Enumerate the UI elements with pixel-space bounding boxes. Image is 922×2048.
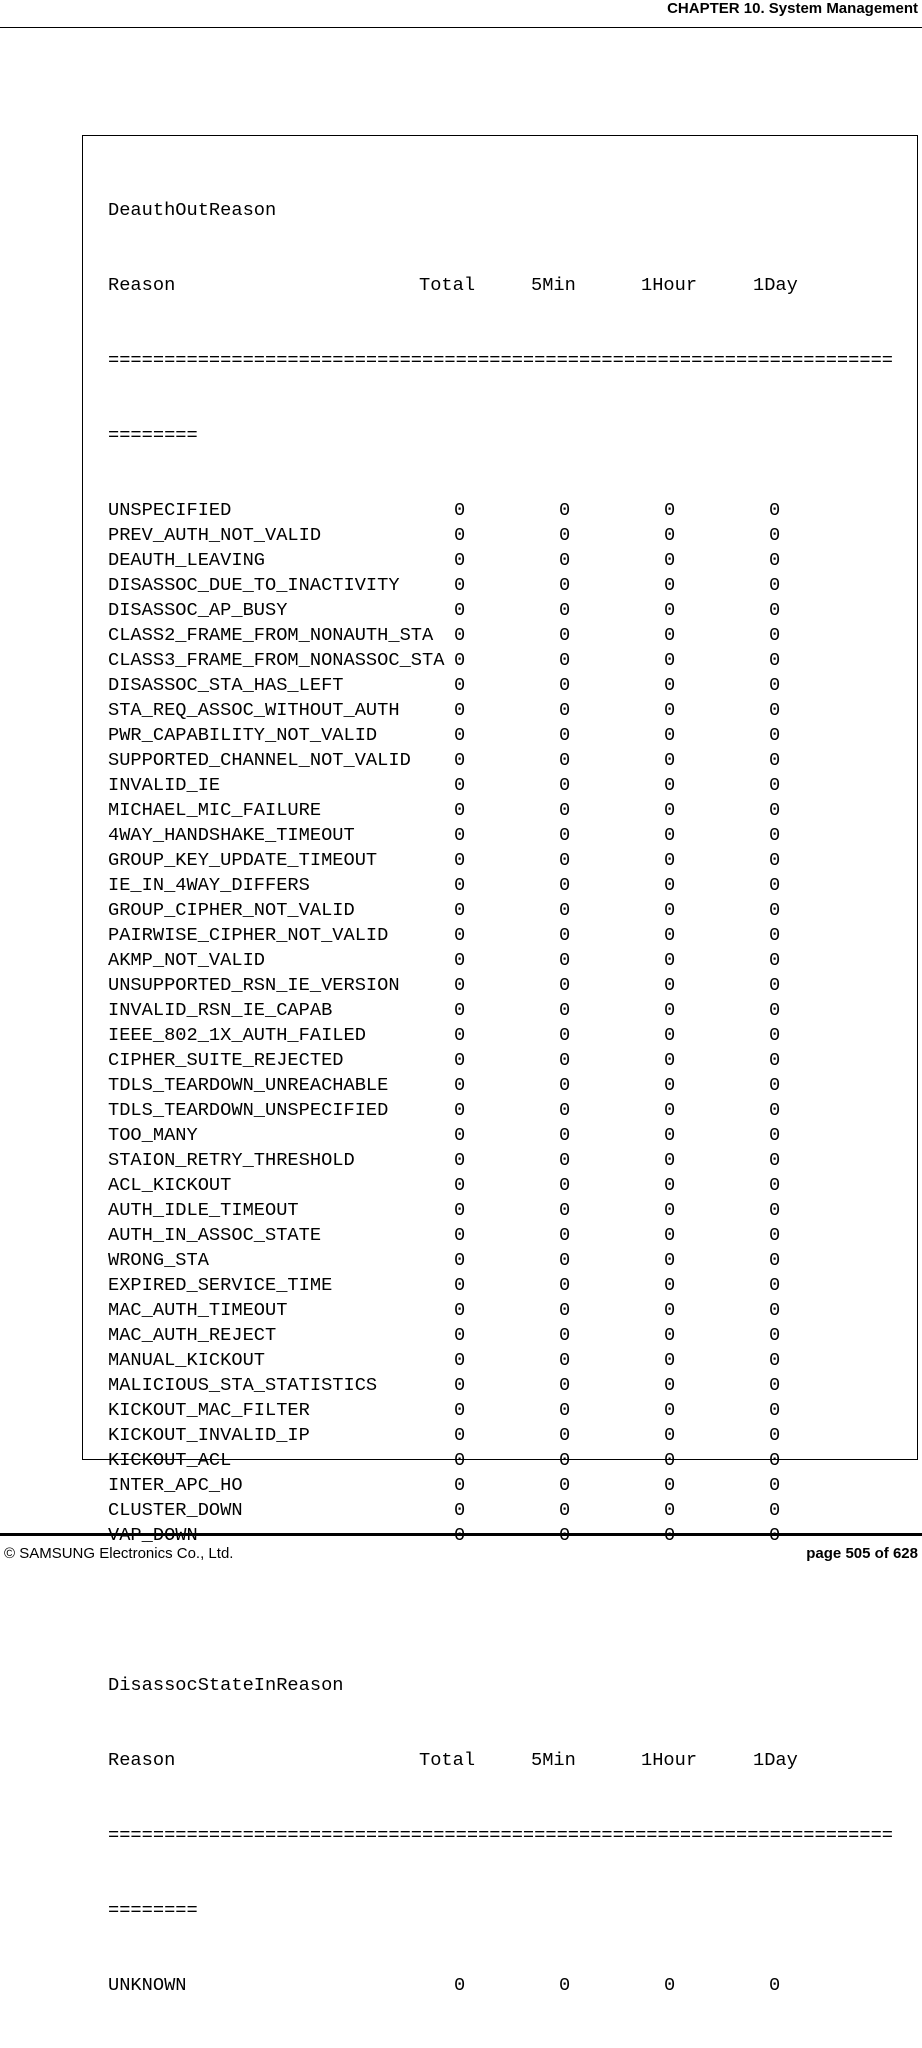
count-cell: 0 [454, 849, 466, 871]
count-cell: 0 [454, 1324, 466, 1346]
count-cell: 0 [664, 1049, 676, 1071]
count-cell: 0 [664, 1299, 676, 1321]
count-cell: 0 [664, 1074, 676, 1096]
table-row [108, 973, 781, 998]
count-cell: 0 [769, 574, 781, 596]
table-row [108, 848, 781, 873]
column-header-row [108, 1748, 798, 1773]
count-cell: 0 [769, 1224, 781, 1246]
page-number: page 505 of 628 [806, 1545, 918, 1562]
count-cell: 0 [559, 974, 571, 996]
table-row [108, 998, 781, 1023]
count-cell: 0 [454, 999, 466, 1021]
count-cell: 0 [769, 1374, 781, 1396]
count-cell: 0 [454, 1174, 466, 1196]
count-cell: 0 [454, 1249, 466, 1271]
count-cell: 0 [559, 999, 571, 1021]
deauth-rows [108, 498, 781, 1548]
reason-cell: KICKOUT_ACL [108, 1449, 232, 1471]
separator-line: ======== [108, 1899, 198, 1921]
table-row [108, 498, 781, 523]
count-cell: 0 [454, 899, 466, 921]
count-cell: 0 [454, 1199, 466, 1221]
count-cell: 0 [769, 824, 781, 846]
count-cell: 0 [559, 1274, 571, 1296]
count-cell: 0 [559, 1099, 571, 1121]
count-cell: 0 [769, 624, 781, 646]
column-header: 5Min [531, 1749, 576, 1771]
count-cell: 0 [769, 724, 781, 746]
count-cell: 0 [454, 724, 466, 746]
count-cell: 0 [769, 1149, 781, 1171]
count-cell: 0 [454, 1124, 466, 1146]
count-cell: 0 [769, 599, 781, 621]
count-cell: 0 [664, 974, 676, 996]
count-cell: 0 [664, 1199, 676, 1221]
count-cell: 0 [769, 799, 781, 821]
page-footer [0, 1533, 922, 1568]
count-cell: 0 [559, 749, 571, 771]
count-cell: 0 [454, 1399, 466, 1421]
count-cell: 0 [454, 1224, 466, 1246]
table-row [108, 698, 781, 723]
count-cell: 0 [769, 549, 781, 571]
count-cell: 0 [769, 1474, 781, 1496]
reason-cell: GROUP_CIPHER_NOT_VALID [108, 899, 355, 921]
table-row [108, 1298, 781, 1323]
count-cell: 0 [559, 1324, 571, 1346]
table-row [108, 748, 781, 773]
count-cell: 0 [769, 1349, 781, 1371]
count-cell: 0 [559, 1199, 571, 1221]
count-cell: 0 [454, 1074, 466, 1096]
reason-cell: ACL_KICKOUT [108, 1174, 232, 1196]
count-cell: 0 [559, 1424, 571, 1446]
count-cell: 0 [559, 1224, 571, 1246]
count-cell: 0 [454, 1424, 466, 1446]
count-cell: 0 [769, 1974, 781, 1996]
table-row [108, 1323, 781, 1348]
count-cell: 0 [769, 1274, 781, 1296]
table-row [108, 1273, 781, 1298]
count-cell: 0 [769, 1024, 781, 1046]
count-cell: 0 [769, 1174, 781, 1196]
reason-cell: TOO_MANY [108, 1124, 198, 1146]
count-cell: 0 [559, 1074, 571, 1096]
count-cell: 0 [559, 824, 571, 846]
count-cell: 0 [559, 1374, 571, 1396]
table-row [108, 648, 781, 673]
column-header: Total [419, 274, 476, 296]
count-cell: 0 [454, 499, 466, 521]
reason-cell: MAC_AUTH_REJECT [108, 1324, 277, 1346]
count-cell: 0 [664, 749, 676, 771]
table-row [108, 1423, 781, 1448]
reason-cell: WRONG_STA [108, 1249, 209, 1271]
count-cell: 0 [664, 1449, 676, 1471]
count-cell: 0 [664, 574, 676, 596]
count-cell: 0 [559, 724, 571, 746]
reason-cell: AUTH_IN_ASSOC_STATE [108, 1224, 322, 1246]
count-cell: 0 [769, 899, 781, 921]
count-cell: 0 [769, 924, 781, 946]
reason-cell: TDLS_TEARDOWN_UNREACHABLE [108, 1074, 389, 1096]
separator-line: ====================================================================== [108, 1824, 894, 1846]
section-title: DeauthOutReason [108, 199, 277, 221]
count-cell: 0 [454, 749, 466, 771]
count-cell: 0 [769, 1199, 781, 1221]
count-cell: 0 [559, 699, 571, 721]
reason-cell: AKMP_NOT_VALID [108, 949, 266, 971]
column-header: 1Day [753, 1749, 798, 1771]
reason-cell: MICHAEL_MIC_FAILURE [108, 799, 322, 821]
count-cell: 0 [769, 1424, 781, 1446]
count-cell: 0 [664, 1349, 676, 1371]
count-cell: 0 [454, 774, 466, 796]
table-row [108, 523, 781, 548]
count-cell: 0 [664, 824, 676, 846]
count-cell: 0 [454, 1524, 466, 1546]
table-row [108, 1348, 781, 1373]
count-cell: 0 [769, 1124, 781, 1146]
table-row [108, 1073, 781, 1098]
count-cell: 0 [769, 1324, 781, 1346]
count-cell: 0 [769, 1449, 781, 1471]
reason-cell: AUTH_IDLE_TIMEOUT [108, 1199, 299, 1221]
table-row [108, 673, 781, 698]
column-header: Reason [108, 1749, 176, 1771]
copyright: © SAMSUNG Electronics Co., Ltd. [4, 1545, 234, 1562]
column-header: 5Min [531, 274, 576, 296]
count-cell: 0 [454, 599, 466, 621]
count-cell: 0 [769, 1049, 781, 1071]
page-header [0, 0, 922, 28]
count-cell: 0 [454, 574, 466, 596]
count-cell: 0 [559, 924, 571, 946]
count-cell: 0 [664, 674, 676, 696]
table-row [108, 798, 781, 823]
count-cell: 0 [559, 649, 571, 671]
count-cell: 0 [664, 1474, 676, 1496]
table-row [108, 823, 781, 848]
count-cell: 0 [769, 999, 781, 1021]
column-header: Total [419, 1749, 476, 1771]
table-row [108, 923, 781, 948]
column-header: Reason [108, 274, 176, 296]
count-cell: 0 [454, 1474, 466, 1496]
count-cell: 0 [559, 1524, 571, 1546]
count-cell: 0 [769, 499, 781, 521]
reason-cell: 4WAY_HANDSHAKE_TIMEOUT [108, 824, 355, 846]
count-cell: 0 [454, 649, 466, 671]
table-row [108, 1198, 781, 1223]
table-row [108, 598, 781, 623]
count-cell: 0 [559, 899, 571, 921]
section-title: DisassocStateInReason [108, 1674, 344, 1696]
count-cell: 0 [769, 649, 781, 671]
count-cell: 0 [664, 724, 676, 746]
reason-cell: GROUP_KEY_UPDATE_TIMEOUT [108, 849, 378, 871]
count-cell: 0 [559, 1124, 571, 1146]
count-cell: 0 [454, 874, 466, 896]
count-cell: 0 [454, 799, 466, 821]
count-cell: 0 [454, 1024, 466, 1046]
count-cell: 0 [559, 774, 571, 796]
count-cell: 0 [559, 1024, 571, 1046]
count-cell: 0 [559, 1299, 571, 1321]
count-cell: 0 [454, 1449, 466, 1471]
count-cell: 0 [664, 599, 676, 621]
column-header: 1Hour [641, 1749, 698, 1771]
table-row [108, 573, 781, 598]
count-cell: 0 [454, 974, 466, 996]
count-cell: 0 [664, 1224, 676, 1246]
count-cell: 0 [664, 1524, 676, 1546]
count-cell: 0 [559, 949, 571, 971]
count-cell: 0 [454, 524, 466, 546]
count-cell: 0 [454, 1149, 466, 1171]
table-row [108, 1048, 781, 1073]
reason-cell: PREV_AUTH_NOT_VALID [108, 524, 322, 546]
count-cell: 0 [454, 924, 466, 946]
count-cell: 0 [454, 1374, 466, 1396]
count-cell: 0 [769, 1524, 781, 1546]
count-cell: 0 [559, 1349, 571, 1371]
count-cell: 0 [664, 1974, 676, 1996]
reason-cell: STAION_RETRY_THRESHOLD [108, 1149, 355, 1171]
table-row [108, 1173, 781, 1198]
table-row [108, 873, 781, 898]
count-cell: 0 [454, 824, 466, 846]
count-cell: 0 [559, 1449, 571, 1471]
count-cell: 0 [559, 849, 571, 871]
count-cell: 0 [769, 524, 781, 546]
count-cell: 0 [664, 1124, 676, 1146]
table-row [108, 773, 781, 798]
count-cell: 0 [769, 974, 781, 996]
count-cell: 0 [664, 874, 676, 896]
count-cell: 0 [664, 1399, 676, 1421]
reason-cell: INTER_APC_HO [108, 1474, 243, 1496]
table-row [108, 623, 781, 648]
reason-cell: PAIRWISE_CIPHER_NOT_VALID [108, 924, 389, 946]
reason-cell: IEEE_802_1X_AUTH_FAILED [108, 1024, 366, 1046]
reason-cell: DEAUTH_LEAVING [108, 549, 266, 571]
count-cell: 0 [664, 949, 676, 971]
count-cell: 0 [769, 849, 781, 871]
reason-cell: UNSPECIFIED [108, 499, 232, 521]
table-row [108, 1498, 781, 1523]
table-row [108, 898, 781, 923]
column-header: 1Hour [641, 274, 698, 296]
count-cell: 0 [454, 674, 466, 696]
count-cell: 0 [664, 1099, 676, 1121]
count-cell: 0 [664, 799, 676, 821]
reason-cell: CLUSTER_DOWN [108, 1499, 243, 1521]
count-cell: 0 [664, 1024, 676, 1046]
count-cell: 0 [454, 1349, 466, 1371]
count-cell: 0 [769, 1249, 781, 1271]
table-row [108, 723, 781, 748]
table-row [108, 1973, 781, 1998]
column-header: 1Day [753, 274, 798, 296]
count-cell: 0 [664, 1274, 676, 1296]
table-row [108, 1023, 781, 1048]
count-cell: 0 [559, 1399, 571, 1421]
count-cell: 0 [769, 1299, 781, 1321]
count-cell: 0 [664, 1249, 676, 1271]
reason-cell: IE_IN_4WAY_DIFFERS [108, 874, 310, 896]
column-header-row [108, 273, 798, 298]
table-row [108, 1098, 781, 1123]
count-cell: 0 [769, 749, 781, 771]
count-cell: 0 [454, 949, 466, 971]
table-row [108, 1123, 781, 1148]
count-cell: 0 [769, 949, 781, 971]
reason-cell: INVALID_RSN_IE_CAPAB [108, 999, 333, 1021]
disassoc-rows [108, 1973, 781, 1998]
count-cell: 0 [664, 1424, 676, 1446]
count-cell: 0 [559, 524, 571, 546]
reason-cell: DISASSOC_STA_HAS_LEFT [108, 674, 344, 696]
reason-cell: PWR_CAPABILITY_NOT_VALID [108, 724, 378, 746]
reason-cell: KICKOUT_MAC_FILTER [108, 1399, 310, 1421]
count-cell: 0 [559, 599, 571, 621]
reason-cell: EXPIRED_SERVICE_TIME [108, 1274, 333, 1296]
reason-cell: DISASSOC_DUE_TO_INACTIVITY [108, 574, 400, 596]
count-cell: 0 [559, 1149, 571, 1171]
count-cell: 0 [769, 774, 781, 796]
table-row [108, 1373, 781, 1398]
count-cell: 0 [664, 1149, 676, 1171]
count-cell: 0 [454, 1099, 466, 1121]
count-cell: 0 [559, 499, 571, 521]
count-cell: 0 [454, 549, 466, 571]
count-cell: 0 [664, 774, 676, 796]
reason-cell: UNKNOWN [108, 1974, 187, 1996]
count-cell: 0 [559, 549, 571, 571]
reason-cell: INVALID_IE [108, 774, 221, 796]
separator-line: ======== [108, 424, 198, 446]
reason-cell: SUPPORTED_CHANNEL_NOT_VALID [108, 749, 411, 771]
count-cell: 0 [664, 899, 676, 921]
count-cell: 0 [664, 699, 676, 721]
chapter-title: CHAPTER 10. System Management [667, 0, 918, 17]
count-cell: 0 [664, 549, 676, 571]
reason-cell: CLASS3_FRAME_FROM_NONASSOC_STA [108, 649, 445, 671]
count-cell: 0 [664, 1324, 676, 1346]
table-row [108, 1448, 781, 1473]
count-cell: 0 [769, 1099, 781, 1121]
count-cell: 0 [454, 1974, 466, 1996]
table-row [108, 548, 781, 573]
count-cell: 0 [769, 674, 781, 696]
count-cell: 0 [454, 1274, 466, 1296]
table-row [108, 948, 781, 973]
table-row [108, 1473, 781, 1498]
count-cell: 0 [559, 1174, 571, 1196]
reason-cell: CIPHER_SUITE_REJECTED [108, 1049, 344, 1071]
count-cell: 0 [454, 624, 466, 646]
count-cell: 0 [559, 574, 571, 596]
reason-cell: DISASSOC_AP_BUSY [108, 599, 288, 621]
table-row [108, 1398, 781, 1423]
count-cell: 0 [664, 1499, 676, 1521]
reason-cell: TDLS_TEARDOWN_UNSPECIFIED [108, 1099, 389, 1121]
count-cell: 0 [664, 849, 676, 871]
count-cell: 0 [559, 674, 571, 696]
blank-line [108, 1598, 175, 1623]
count-cell: 0 [769, 1399, 781, 1421]
count-cell: 0 [664, 524, 676, 546]
table-row [108, 1248, 781, 1273]
count-cell: 0 [769, 1499, 781, 1521]
count-cell: 0 [559, 1474, 571, 1496]
count-cell: 0 [664, 624, 676, 646]
count-cell: 0 [454, 1499, 466, 1521]
count-cell: 0 [559, 1974, 571, 1996]
reason-cell: UNSUPPORTED_RSN_IE_VERSION [108, 974, 400, 996]
count-cell: 0 [454, 699, 466, 721]
reason-cell: MANUAL_KICKOUT [108, 1349, 266, 1371]
count-cell: 0 [664, 924, 676, 946]
count-cell: 0 [664, 999, 676, 1021]
count-cell: 0 [559, 799, 571, 821]
count-cell: 0 [664, 1174, 676, 1196]
reason-cell: CLASS2_FRAME_FROM_NONAUTH_STA [108, 624, 434, 646]
count-cell: 0 [769, 699, 781, 721]
table-row [108, 1223, 781, 1248]
count-cell: 0 [559, 1249, 571, 1271]
count-cell: 0 [769, 1074, 781, 1096]
reason-cell: STA_REQ_ASSOC_WITHOUT_AUTH [108, 699, 400, 721]
reason-cell: VAP_DOWN [108, 1524, 198, 1546]
table-row [108, 1148, 781, 1173]
reason-cell: MALICIOUS_STA_STATISTICS [108, 1374, 378, 1396]
count-cell: 0 [559, 1049, 571, 1071]
count-cell: 0 [559, 874, 571, 896]
count-cell: 0 [559, 1499, 571, 1521]
reason-cell: MAC_AUTH_TIMEOUT [108, 1299, 288, 1321]
count-cell: 0 [454, 1299, 466, 1321]
count-cell: 0 [664, 649, 676, 671]
count-cell: 0 [454, 1049, 466, 1071]
count-cell: 0 [769, 874, 781, 896]
count-cell: 0 [559, 624, 571, 646]
count-cell: 0 [664, 1374, 676, 1396]
count-cell: 0 [664, 499, 676, 521]
reason-cell: KICKOUT_INVALID_IP [108, 1424, 310, 1446]
separator-line: ====================================================================== [108, 349, 894, 371]
